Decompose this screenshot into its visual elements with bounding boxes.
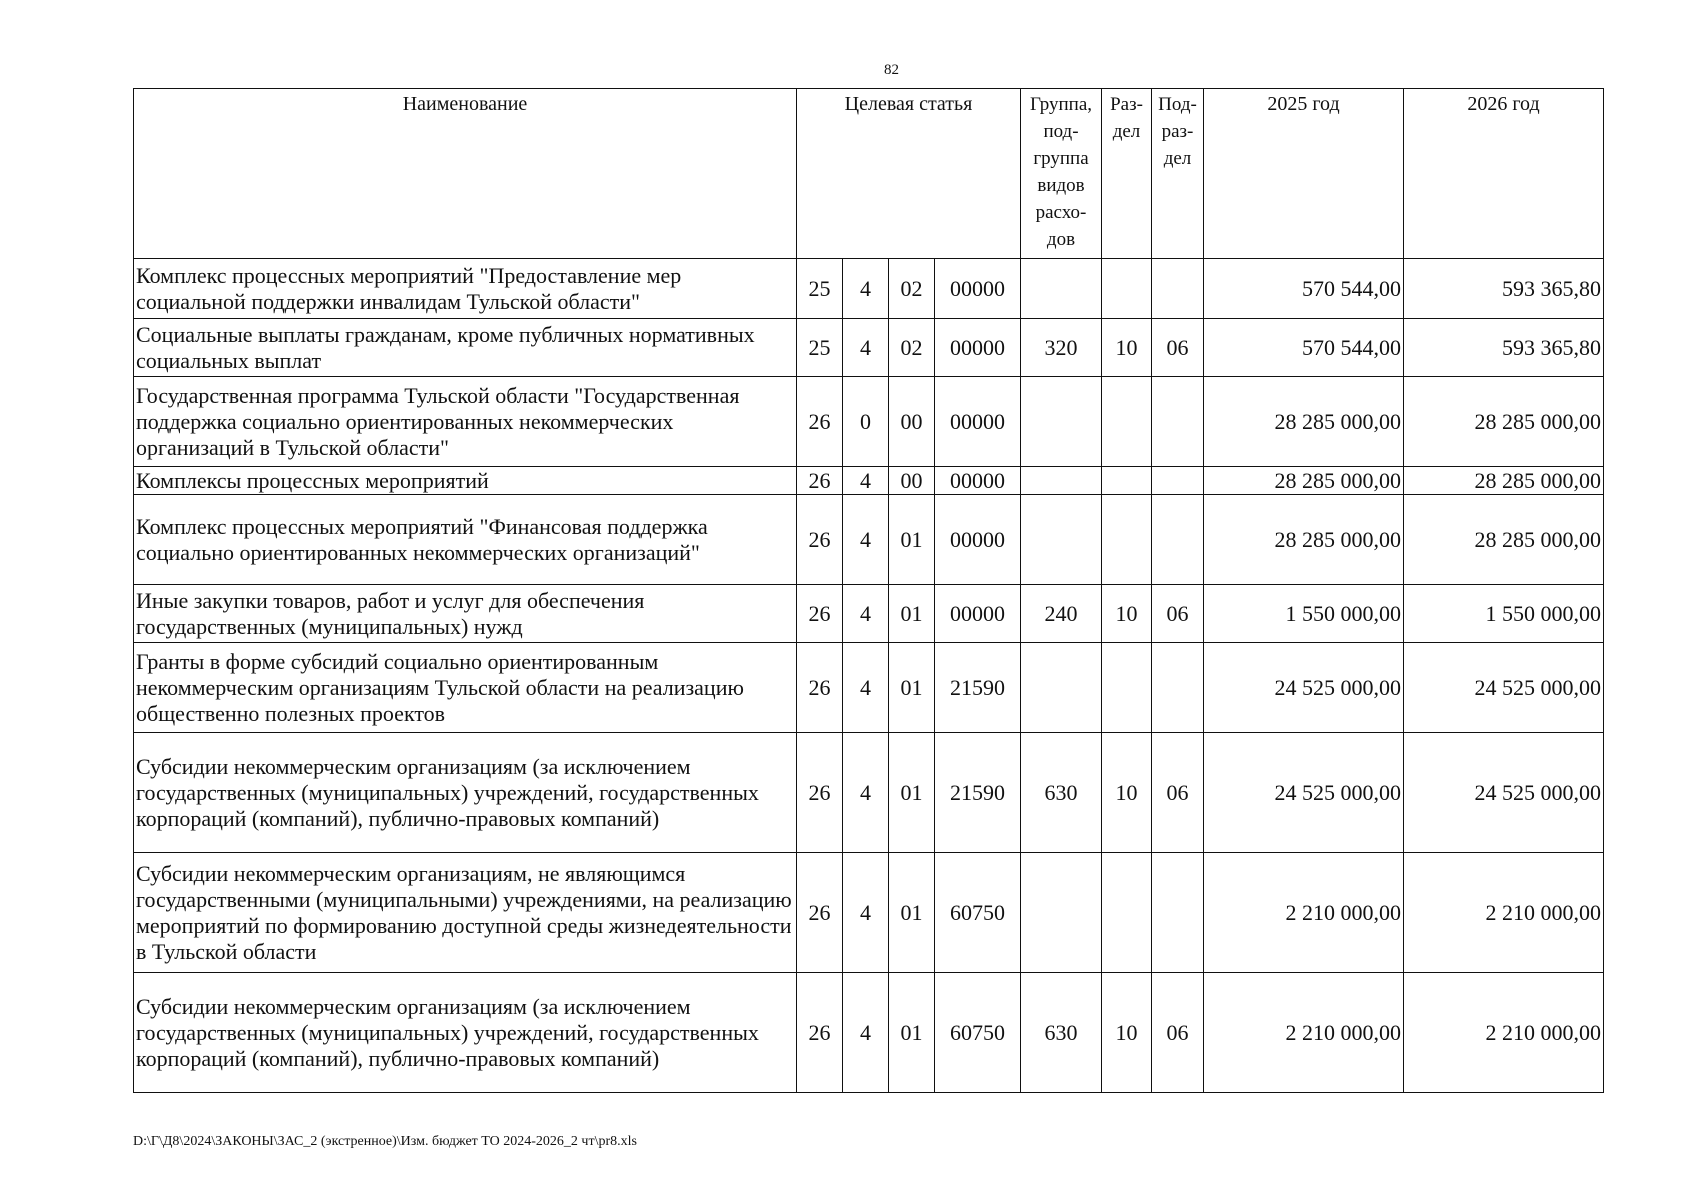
amount-2026-cell: 593 365,80 bbox=[1404, 259, 1604, 319]
target-article-type-cell: 4 bbox=[843, 259, 889, 319]
row-name-cell: Государственная программа Тульской области "Государственная поддержка социально ориентированных некоммерческих организаций в Тульской области" bbox=[134, 377, 797, 467]
subsection-cell bbox=[1152, 377, 1204, 467]
amount-2025-cell: 28 285 000,00 bbox=[1204, 495, 1404, 585]
page-number: 82 bbox=[884, 62, 899, 78]
amount-2025-cell: 1 550 000,00 bbox=[1204, 585, 1404, 643]
target-article-sub-cell: 01 bbox=[889, 495, 935, 585]
table-row bbox=[134, 259, 1604, 319]
row-name-cell: Комплекс процессных мероприятий "Предоставление мер социальной поддержки инвалидам Тульской области" bbox=[134, 259, 797, 319]
target-article-sub-cell: 01 bbox=[889, 585, 935, 643]
amount-2026-cell: 2 210 000,00 bbox=[1404, 973, 1604, 1093]
target-article-type-cell: 4 bbox=[843, 733, 889, 853]
target-article-program-cell: 25 bbox=[797, 319, 843, 377]
row-name-cell: Субсидии некоммерческим организациям (за исключением государственных (муниципальных) учреждений, государственных корпораций (компаний), публично-правовых компаний) bbox=[134, 973, 797, 1093]
target-article-type-cell: 0 bbox=[843, 377, 889, 467]
expense-group-cell: 320 bbox=[1021, 319, 1102, 377]
table-row bbox=[134, 733, 1604, 853]
target-article-type-cell: 4 bbox=[843, 585, 889, 643]
subsection-cell bbox=[1152, 495, 1204, 585]
amount-2026-cell: 2 210 000,00 bbox=[1404, 853, 1604, 973]
amount-2026-cell: 593 365,80 bbox=[1404, 319, 1604, 377]
amount-2026-cell: 28 285 000,00 bbox=[1404, 377, 1604, 467]
target-article-program-cell: 26 bbox=[797, 467, 843, 495]
amount-2026-cell: 28 285 000,00 bbox=[1404, 495, 1604, 585]
amount-2025-cell: 570 544,00 bbox=[1204, 319, 1404, 377]
section-cell: 10 bbox=[1102, 319, 1152, 377]
amount-2026-cell: 1 550 000,00 bbox=[1404, 585, 1604, 643]
section-cell bbox=[1102, 495, 1152, 585]
target-article-sub-cell: 01 bbox=[889, 853, 935, 973]
target-article-direction-cell: 00000 bbox=[935, 377, 1021, 467]
table-row bbox=[134, 495, 1604, 585]
target-article-type-cell: 4 bbox=[843, 643, 889, 733]
budget-table bbox=[133, 88, 1604, 1093]
table-row bbox=[134, 377, 1604, 467]
target-article-direction-cell: 21590 bbox=[935, 733, 1021, 853]
target-article-direction-cell: 00000 bbox=[935, 319, 1021, 377]
table-row bbox=[134, 319, 1604, 377]
target-article-direction-cell: 00000 bbox=[935, 467, 1021, 495]
target-article-program-cell: 26 bbox=[797, 643, 843, 733]
amount-2026-cell: 24 525 000,00 bbox=[1404, 643, 1604, 733]
expense-group-cell: 630 bbox=[1021, 973, 1102, 1093]
target-article-direction-cell: 21590 bbox=[935, 643, 1021, 733]
amount-2025-cell: 28 285 000,00 bbox=[1204, 377, 1404, 467]
section-cell bbox=[1102, 377, 1152, 467]
target-article-type-cell: 4 bbox=[843, 853, 889, 973]
expense-group-cell: 630 bbox=[1021, 733, 1102, 853]
target-article-sub-cell: 01 bbox=[889, 733, 935, 853]
subsection-cell bbox=[1152, 467, 1204, 495]
subsection-cell: 06 bbox=[1152, 585, 1204, 643]
table-row bbox=[134, 643, 1604, 733]
header-row bbox=[134, 89, 1604, 259]
expense-group-cell: 240 bbox=[1021, 585, 1102, 643]
header-expense-group: Группа, под- группа видов расхо- дов bbox=[1021, 89, 1102, 259]
target-article-program-cell: 26 bbox=[797, 585, 843, 643]
amount-2025-cell: 24 525 000,00 bbox=[1204, 733, 1404, 853]
section-cell: 10 bbox=[1102, 973, 1152, 1093]
target-article-direction-cell: 00000 bbox=[935, 585, 1021, 643]
expense-group-cell bbox=[1021, 495, 1102, 585]
header-section: Раз- дел bbox=[1102, 89, 1152, 259]
section-cell: 10 bbox=[1102, 733, 1152, 853]
target-article-sub-cell: 01 bbox=[889, 643, 935, 733]
expense-group-cell bbox=[1021, 853, 1102, 973]
expense-group-cell bbox=[1021, 467, 1102, 495]
row-name-cell: Комплексы процессных мероприятий bbox=[134, 467, 797, 495]
row-name-cell: Субсидии некоммерческим организациям, не являющимся государственными (муниципальными) учреждениями, на реализацию мероприятий по формированию доступной среды жизнедеятельности в Тульской области bbox=[134, 853, 797, 973]
target-article-type-cell: 4 bbox=[843, 973, 889, 1093]
amount-2025-cell: 2 210 000,00 bbox=[1204, 853, 1404, 973]
expense-group-cell bbox=[1021, 643, 1102, 733]
target-article-sub-cell: 00 bbox=[889, 377, 935, 467]
target-article-sub-cell: 00 bbox=[889, 467, 935, 495]
table-row bbox=[134, 853, 1604, 973]
target-article-sub-cell: 01 bbox=[889, 973, 935, 1093]
amount-2025-cell: 24 525 000,00 bbox=[1204, 643, 1404, 733]
target-article-program-cell: 26 bbox=[797, 377, 843, 467]
subsection-cell bbox=[1152, 853, 1204, 973]
header-subsection: Под- раз- дел bbox=[1152, 89, 1204, 259]
section-cell bbox=[1102, 643, 1152, 733]
subsection-cell bbox=[1152, 643, 1204, 733]
target-article-direction-cell: 00000 bbox=[935, 495, 1021, 585]
target-article-direction-cell: 00000 bbox=[935, 259, 1021, 319]
row-name-cell: Гранты в форме субсидий социально ориентированным некоммерческим организациям Тульской области на реализацию общественно полезных проектов bbox=[134, 643, 797, 733]
section-cell bbox=[1102, 467, 1152, 495]
target-article-program-cell: 25 bbox=[797, 259, 843, 319]
target-article-sub-cell: 02 bbox=[889, 259, 935, 319]
section-cell bbox=[1102, 853, 1152, 973]
section-cell: 10 bbox=[1102, 585, 1152, 643]
row-name-cell: Субсидии некоммерческим организациям (за исключением государственных (муниципальных) учреждений, государственных корпораций (компаний), публично-правовых компаний) bbox=[134, 733, 797, 853]
target-article-program-cell: 26 bbox=[797, 733, 843, 853]
target-article-sub-cell: 02 bbox=[889, 319, 935, 377]
header-name: Наименование bbox=[134, 89, 797, 259]
row-name-cell: Иные закупки товаров, работ и услуг для обеспечения государственных (муниципальных) нужд bbox=[134, 585, 797, 643]
header-2025: 2025 год bbox=[1204, 89, 1404, 259]
amount-2025-cell: 2 210 000,00 bbox=[1204, 973, 1404, 1093]
header-2026: 2026 год bbox=[1404, 89, 1604, 259]
target-article-program-cell: 26 bbox=[797, 853, 843, 973]
target-article-direction-cell: 60750 bbox=[935, 853, 1021, 973]
expense-group-cell bbox=[1021, 259, 1102, 319]
table-row bbox=[134, 467, 1604, 495]
subsection-cell: 06 bbox=[1152, 973, 1204, 1093]
subsection-cell: 06 bbox=[1152, 319, 1204, 377]
file-path-footer: D:\Г\Д8\2024\ЗАКОНЫ\ЗАС_2 (экстренное)\Изм. бюджет ТО 2024-2026_2 чт\pr8.xls bbox=[133, 1134, 637, 1149]
target-article-program-cell: 26 bbox=[797, 973, 843, 1093]
section-cell bbox=[1102, 259, 1152, 319]
table-row bbox=[134, 585, 1604, 643]
subsection-cell bbox=[1152, 259, 1204, 319]
expense-group-cell bbox=[1021, 377, 1102, 467]
amount-2025-cell: 570 544,00 bbox=[1204, 259, 1404, 319]
amount-2025-cell: 28 285 000,00 bbox=[1204, 467, 1404, 495]
amount-2026-cell: 28 285 000,00 bbox=[1404, 467, 1604, 495]
amount-2026-cell: 24 525 000,00 bbox=[1404, 733, 1604, 853]
target-article-direction-cell: 60750 bbox=[935, 973, 1021, 1093]
subsection-cell: 06 bbox=[1152, 733, 1204, 853]
target-article-type-cell: 4 bbox=[843, 467, 889, 495]
row-name-cell: Социальные выплаты гражданам, кроме публичных нормативных социальных выплат bbox=[134, 319, 797, 377]
target-article-program-cell: 26 bbox=[797, 495, 843, 585]
target-article-type-cell: 4 bbox=[843, 495, 889, 585]
row-name-cell: Комплекс процессных мероприятий "Финансовая поддержка социально ориентированных некоммерческих организаций" bbox=[134, 495, 797, 585]
header-target-article: Целевая статья bbox=[797, 89, 1021, 259]
target-article-type-cell: 4 bbox=[843, 319, 889, 377]
table-row bbox=[134, 973, 1604, 1093]
